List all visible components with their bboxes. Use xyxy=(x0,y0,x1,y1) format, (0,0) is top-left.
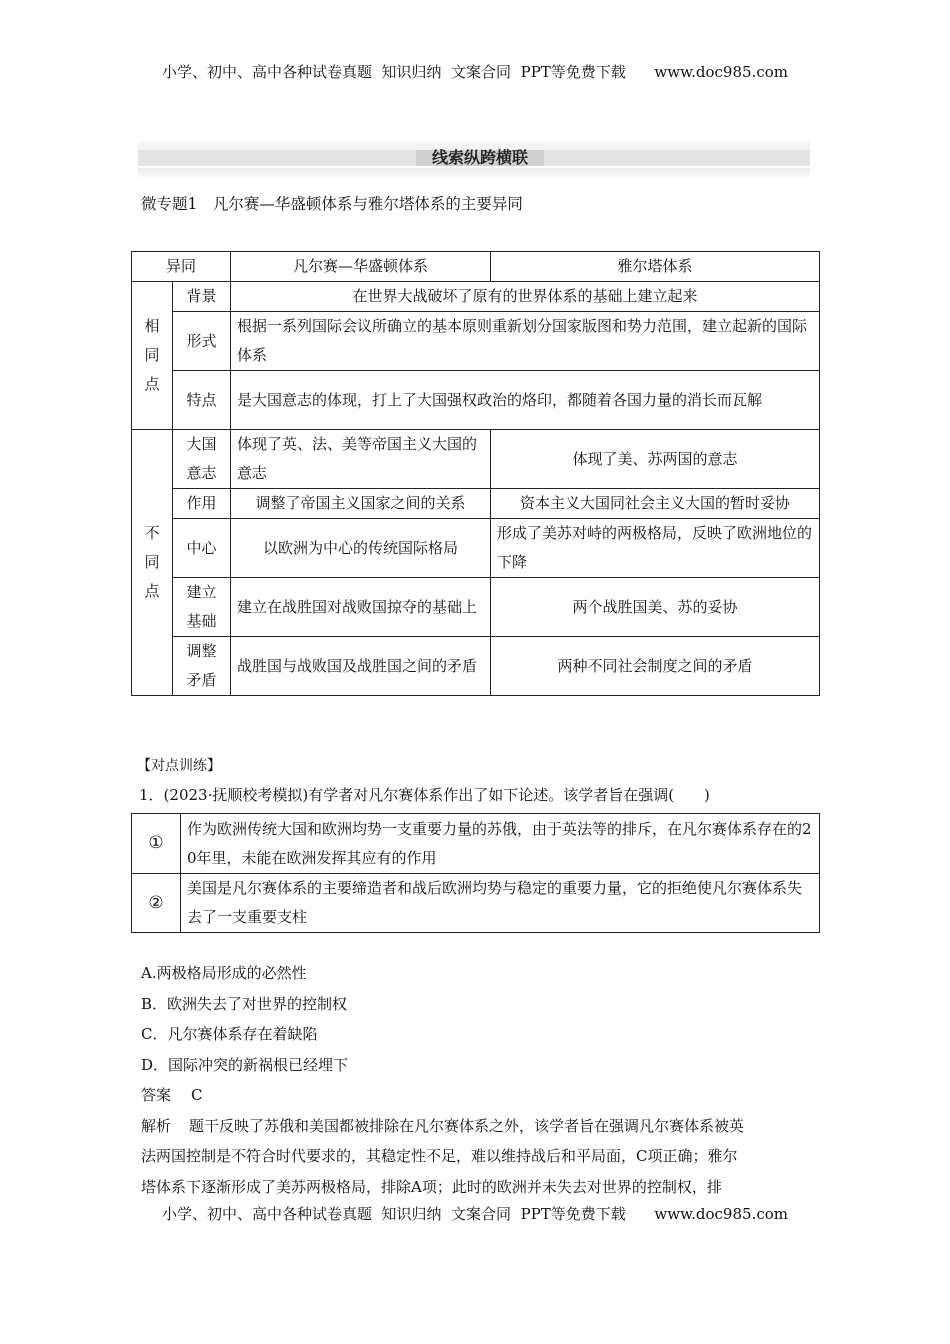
header-cell: 凡尔赛—华盛顿体系 xyxy=(231,252,491,282)
yalta-cell: 资本主义大国同社会主义大国的暂时妥协 xyxy=(491,489,820,519)
row-label: 作用 xyxy=(173,489,231,519)
versailles-cell: 以欧洲为中心的传统国际格局 xyxy=(231,519,491,578)
row-label: 形式 xyxy=(173,312,231,371)
page-footer: 小学、初中、高中各种试卷真题 知识归纳 文案合同 PPT等免费下载 www.doc985.com xyxy=(161,1205,788,1223)
diff-label: 不同点 xyxy=(132,430,173,696)
analysis-text: 塔体系下逐渐形成了美苏两极格局，排除A项；此时的欧洲并未失去对世界的控制权，排 xyxy=(141,1177,722,1196)
table-row xyxy=(132,312,820,371)
versailles-cell: 调整了帝国主义国家之间的关系 xyxy=(231,489,491,519)
statement-text: 作为欧洲传统大国和欧洲均势一支重要力量的苏俄，由于英法等的排斥，在凡尔赛体系存在的20年里，未能在欧洲发挥其应有的作用 xyxy=(181,814,820,874)
table-row xyxy=(132,430,820,489)
analysis-line xyxy=(141,1111,819,1142)
table-row xyxy=(132,519,820,578)
answer-label: 答案 xyxy=(141,1086,172,1104)
row-label: 中心 xyxy=(173,519,231,578)
analysis-label: 解析 xyxy=(141,1116,172,1135)
row-text: 是大国意志的体现，打上了大国强权政治的烙印，都随着各国力量的消长而瓦解 xyxy=(231,371,820,430)
versailles-cell: 体现了英、法、美等帝国主义大国的意志 xyxy=(231,430,491,489)
answer-value: C xyxy=(191,1086,203,1104)
statement-row xyxy=(132,814,820,874)
topic-title: 微专题1 凡尔赛—华盛顿体系与雅尔塔体系的主要异同 xyxy=(141,195,523,213)
analysis-text: 法两国控制是不符合时代要求的，其稳定性不足，难以维持战后和平局面，C项正确；雅尔 xyxy=(141,1147,738,1165)
statement-number: ① xyxy=(132,814,181,874)
same-label: 相同点 xyxy=(132,282,173,430)
row-label: 调整矛盾 xyxy=(173,637,231,696)
statement-text: 美国是凡尔赛体系的主要缔造者和战后欧洲均势与稳定的重要力量，它的拒绝使凡尔赛体系失去了一支重要支柱 xyxy=(181,874,820,933)
row-text: 根据一系列国际会议所确立的基本原则重新划分国家版图和势力范围，建立起新的国际体系 xyxy=(231,312,820,371)
section-banner-title: 线索纵跨横联 xyxy=(416,150,544,166)
statement-row xyxy=(132,874,820,933)
comparison-table xyxy=(131,251,820,696)
yalta-cell: 体现了美、苏两国的意志 xyxy=(491,430,820,489)
statement-table xyxy=(131,813,820,933)
option-a: A.两极格局形成的必然性 xyxy=(141,964,307,982)
versailles-cell: 建立在战胜国对战败国掠夺的基础上 xyxy=(231,578,491,637)
table-row xyxy=(132,489,820,519)
table-row xyxy=(132,371,820,430)
header-cell: 异同 xyxy=(132,252,231,282)
option-b: B．欧洲失去了对世界的控制权 xyxy=(141,994,348,1013)
practice-heading: 【对点训练】 xyxy=(137,758,221,774)
table-row xyxy=(132,637,820,696)
header-cell: 雅尔塔体系 xyxy=(491,252,820,282)
question-stem: 1．(2023·抚顺校考模拟)有学者对凡尔赛体系作出了如下论述。该学者旨在强调( ) xyxy=(139,786,710,804)
option-c: C．凡尔赛体系存在着缺陷 xyxy=(141,1025,318,1043)
table-row xyxy=(132,282,820,312)
yalta-cell: 两种不同社会制度之间的矛盾 xyxy=(491,637,820,696)
row-label: 特点 xyxy=(173,371,231,430)
answer-line xyxy=(141,1080,819,1111)
yalta-cell: 两个战胜国美、苏的妥协 xyxy=(491,578,820,637)
yalta-cell: 形成了美苏对峙的两极格局，反映了欧洲地位的下降 xyxy=(491,519,820,578)
row-label: 建立基础 xyxy=(173,578,231,637)
table-row xyxy=(132,578,820,637)
option-d: D．国际冲突的新祸根已经埋下 xyxy=(141,1055,349,1074)
analysis-text: 题干反映了苏俄和美国都被排除在凡尔赛体系之外，该学者旨在强调凡尔赛体系被英 xyxy=(189,1116,745,1135)
versailles-cell: 战胜国与战败国及战胜国之间的矛盾 xyxy=(231,637,491,696)
row-text: 在世界大战破坏了原有的世界体系的基础上建立起来 xyxy=(231,282,820,312)
row-label: 大国意志 xyxy=(173,430,231,489)
page-header: 小学、初中、高中各种试卷真题 知识归纳 文案合同 PPT等免费下载 www.doc985.com xyxy=(161,63,788,81)
row-label: 背景 xyxy=(173,282,231,312)
table-header-row xyxy=(132,252,820,282)
section-banner xyxy=(138,140,810,178)
statement-number: ② xyxy=(132,874,181,933)
